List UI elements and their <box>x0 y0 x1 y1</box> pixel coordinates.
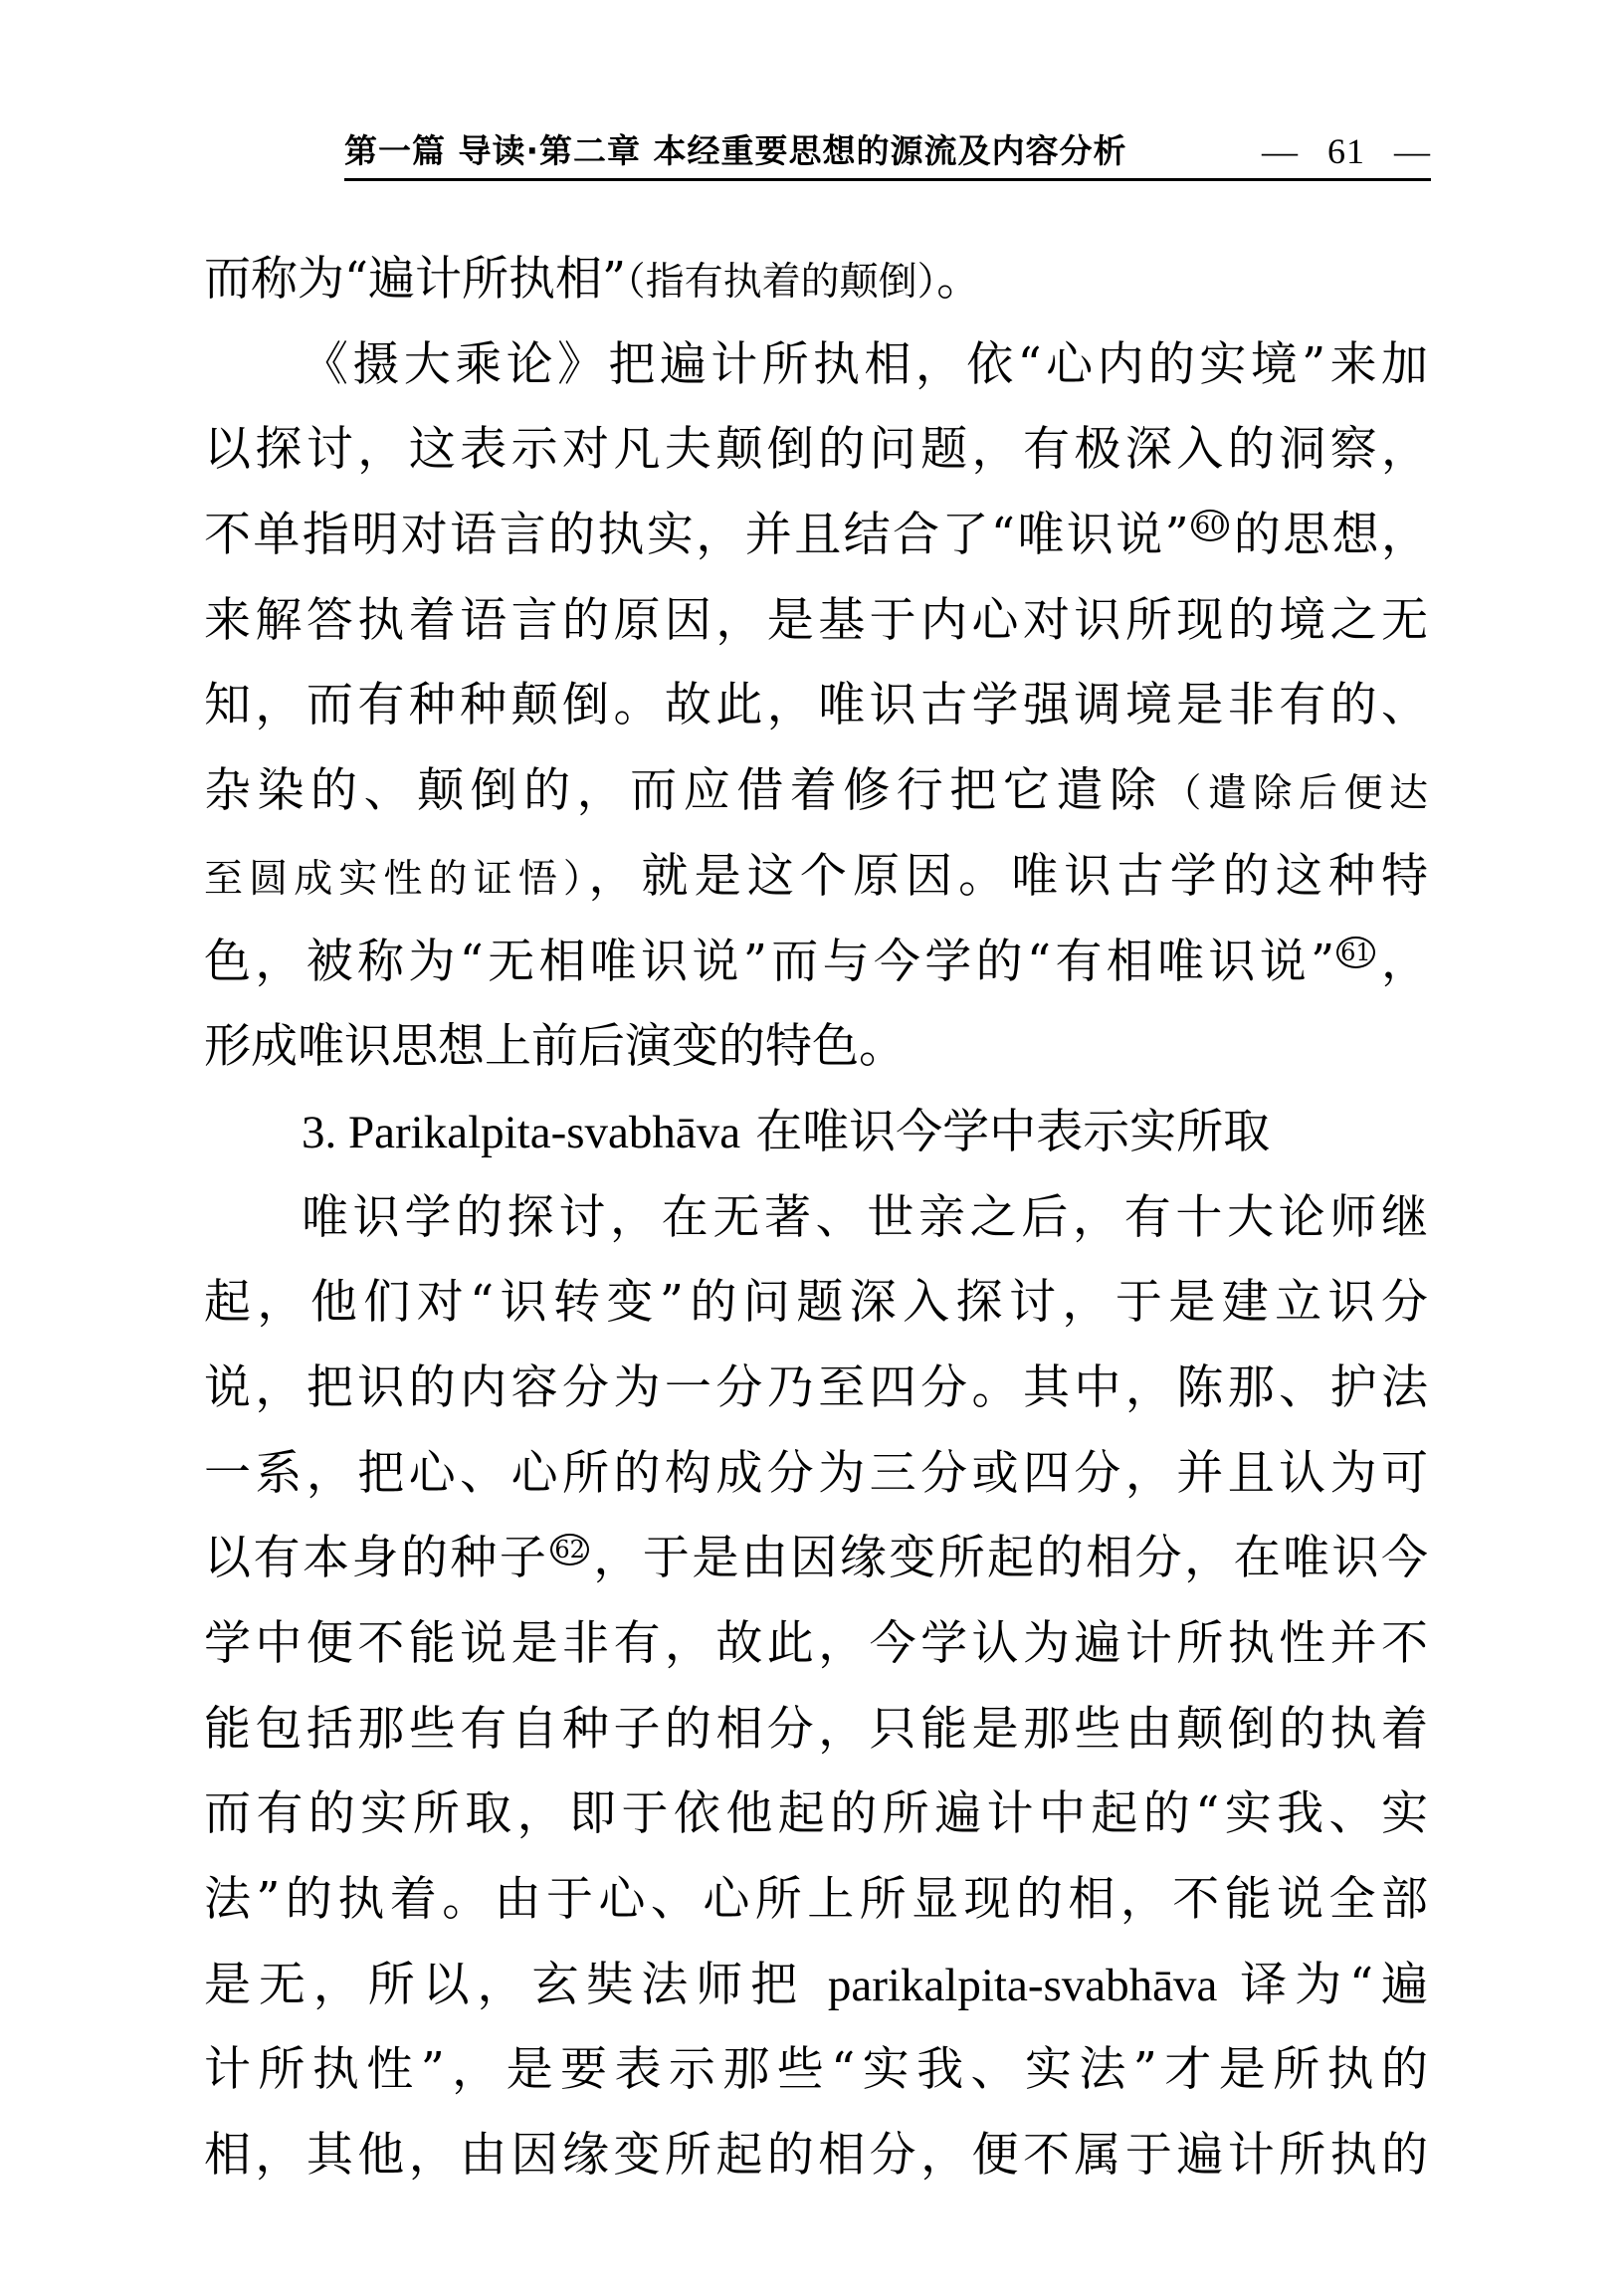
text-segment: ，于是由因缘变所起的相分，在唯识今 <box>590 1531 1429 1586</box>
text-segment: 3. Parikalpita-svabhāva <box>302 1106 741 1158</box>
text-segment: 在唯识今学中表示实所取 <box>740 1104 1271 1159</box>
text-segment: 以探讨，这表示对凡夫颠倒的问题，有极深入的洞察， <box>204 422 1428 478</box>
text-segment: 形成唯识思想上前后演变的特色。 <box>204 1019 906 1075</box>
text-segment: ，就是这个原因。唯识古学的这种特 <box>588 848 1428 904</box>
text-segment: 至圆成实性的证悟） <box>204 856 589 902</box>
text-segment: 计所执性”，是要表示那些“实我、实法”才是所执的 <box>204 2042 1428 2098</box>
text-line <box>204 663 1428 748</box>
text-segment: 色，被称为“无相唯识说”而与今学的“有相唯识说” <box>204 934 1335 989</box>
text-line <box>204 1857 1428 1943</box>
text-segment: （遣除后便达 <box>1162 771 1428 817</box>
text-line <box>204 407 1428 493</box>
text-line <box>204 920 1428 1005</box>
page-number-block <box>1262 130 1431 172</box>
text-segment: 法”的执着。由于心、心所上所显现的相，不能说全部 <box>204 1872 1428 1928</box>
body-text <box>204 237 1428 2198</box>
dash: — <box>1394 131 1431 171</box>
text-segment: 。 <box>936 252 984 307</box>
text-segment: 而有的实所取，即于依他起的所遍计中起的“实我、实 <box>204 1786 1428 1842</box>
text-segment: 杂染的、颠倒的，而应借着修行把它遣除 <box>204 763 1163 819</box>
text-line <box>204 1601 1428 1687</box>
text-line <box>204 578 1428 664</box>
text-segment: 起，他们对“识转变”的问题深入探讨，于是建立识分 <box>204 1275 1428 1331</box>
text-segment: 相，其他，由因缘变所起的相分，便不属于遍计所执的 <box>204 2128 1428 2184</box>
text-line <box>204 493 1428 578</box>
text-segment: 一系，把心、心所的构成分为三分或四分，并且认为可 <box>204 1445 1428 1501</box>
text-line <box>204 1090 1428 1175</box>
text-line <box>204 237 1428 322</box>
text-line <box>204 834 1428 920</box>
running-title: 第一篇 导读·第二章 本经重要思想的源流及内容分析 <box>344 131 1127 170</box>
text-segment: 知，而有种种颠倒。故此，唯识古学强调境是非有的、 <box>204 678 1428 733</box>
text-segment: 译为“遍 <box>1217 1957 1428 2012</box>
text-segment: 的思想， <box>1231 508 1428 563</box>
text-segment: 说，把识的内容分为一分乃至四分。其中，陈那、护法 <box>204 1359 1428 1415</box>
text-line <box>204 1687 1428 1773</box>
text-segment: 唯识学的探讨，在无著、世亲之后，有十大论师继 <box>302 1189 1428 1245</box>
text-line <box>204 2113 1428 2198</box>
text-segment: ， <box>1376 934 1428 989</box>
text-line <box>204 1772 1428 1857</box>
footnote-marker: 61 <box>1336 937 1375 968</box>
text-line <box>204 1431 1428 1517</box>
text-line <box>204 1346 1428 1431</box>
text-line <box>204 1175 1428 1261</box>
running-header <box>344 127 1431 181</box>
text-segment: 以有本身的种子 <box>204 1531 549 1586</box>
text-segment: 不单指明对语言的执实，并且结合了“唯识说” <box>204 508 1189 563</box>
text-line <box>204 2027 1428 2113</box>
text-line <box>204 1004 1428 1090</box>
text-segment: 而称为“遍计所执相” <box>204 252 627 307</box>
dash: — <box>1262 131 1299 171</box>
text-segment: 学中便不能说是非有，故此，今学认为遍计所执性并不 <box>204 1616 1428 1671</box>
footnote-marker: 60 <box>1191 510 1230 541</box>
text-segment: 来解答执着语言的原因，是基于内心对识所现的境之无 <box>204 592 1428 648</box>
page-number: 61 <box>1327 131 1365 171</box>
text-segment: 《摄大乘论》把遍计所执相，依“心内的实境”来加 <box>302 336 1428 392</box>
text-segment: （指有执着的颠倒） <box>626 260 937 305</box>
text-line <box>204 748 1428 834</box>
text-line <box>204 1516 1428 1601</box>
text-line <box>204 322 1428 408</box>
text-line <box>204 1260 1428 1346</box>
text-line <box>204 1943 1428 2028</box>
text-segment: 是无，所以，玄奘法师把 <box>204 1957 828 2012</box>
text-segment: 能包括那些有自种子的相分，只能是那些由颠倒的执着 <box>204 1701 1428 1757</box>
text-segment: parikalpita-svabhāva <box>827 1959 1218 2011</box>
footnote-marker: 62 <box>550 1534 589 1565</box>
